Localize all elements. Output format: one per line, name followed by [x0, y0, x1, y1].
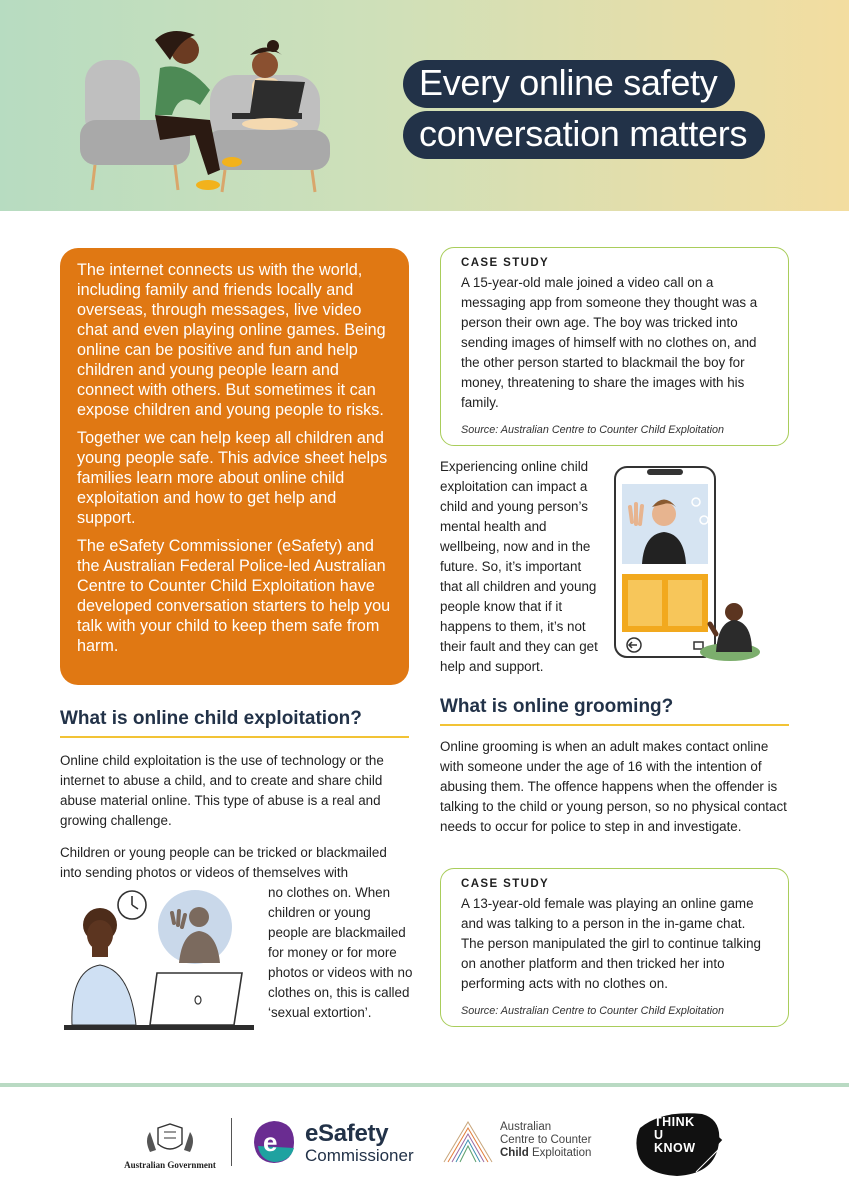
esafety-name: eSafety	[305, 1120, 389, 1147]
case-study-text: A 13-year-old female was playing an online game and was talking to a person in the in-game chat. The person manipulated the girl to continue talking on another platform and then tricked her into performing acts with no clothes on.	[461, 896, 761, 991]
accce-line-3: Exploitation	[528, 1147, 592, 1159]
esafety-subtitle: Commissioner	[305, 1146, 414, 1165]
accce-arc-icon	[442, 1118, 494, 1166]
footer-divider	[0, 1083, 849, 1087]
esafety-logo	[250, 1118, 420, 1168]
intro-box	[60, 248, 409, 685]
tuk-word-1: THINK	[654, 1115, 695, 1129]
case-study-box	[440, 247, 789, 446]
australian-government-logo	[120, 1120, 220, 1175]
grooming-paragraph: Online grooming is when an adult makes contact online with someone under the age of 16 with the intention of abusing them. The offence happens when the offender is talking to the child or young person, so no physical contact needs to occur for police to step in and investigate.	[440, 739, 787, 834]
esafety-e-icon	[250, 1118, 298, 1166]
case-study-source: Source: Australian Centre to Counter Child Exploitation	[461, 1005, 725, 1017]
phone-video-call-illustration	[612, 462, 762, 672]
tuk-word-2: U	[654, 1128, 664, 1142]
accce-label	[500, 1121, 615, 1160]
exploitation-heading: What is online child exploitation?	[60, 708, 409, 738]
svg-text:e: e	[263, 1127, 278, 1157]
exploitation-paragraph-2: Children or young people can be tricked or blackmailed into sending photos or videos of themselves with	[60, 845, 387, 880]
thinkuknow-wordmark	[654, 1116, 696, 1155]
intro-paragraph: The internet connects us with the world, including family and friends locally and overseas, through messages, live video chat and even playing online games. Being online can be positive and fun and help children and young people learn and connect with others. But sometimes it can expose children and young people to risks.	[77, 261, 386, 419]
tuk-word-3: KNOW	[654, 1141, 696, 1155]
exploitation-paragraph: Online child exploitation is the use of technology or the internet to abuse a child, and to create and share child abuse material online. This type of abuse is a real and growing challenge.	[60, 753, 384, 828]
government-label: Australian Government	[124, 1160, 216, 1170]
thinkuknow-logo	[632, 1108, 727, 1180]
case-study-label: CASE STUDY	[461, 257, 550, 269]
intro-paragraph: The eSafety Commissioner (eSafety) and the Australian Federal Police-led Australian Centre to Counter Child Exploitation have developed conversation starters to help you talk with your child to keep them safe from harm.	[77, 537, 391, 655]
accce-line-1: Australian	[500, 1121, 552, 1133]
logo-separator	[231, 1118, 232, 1166]
title-line-1: Every online safety	[403, 60, 735, 108]
header-banner	[0, 0, 849, 211]
exploitation-paragraph-2-continued: no clothes on. When children or young people are blackmailed for money or for more photos or videos with no clothes on, this is called ‘sexual extortion’.	[268, 885, 413, 1020]
case-study-source: Source: Australian Centre to Counter Child Exploitation	[461, 424, 725, 436]
accce-logo	[442, 1118, 617, 1168]
case-study-box-2	[440, 868, 789, 1027]
accce-bold-word: Child	[500, 1147, 529, 1159]
experience-paragraph: Experiencing online child exploitation can impact a child and young person’s mental health and wellbeing, now and in the future. So, it’s important that all children and young people know that if it happens to them, it’s not their fault and they can get help and support.	[440, 459, 598, 674]
title-line-2: conversation matters	[403, 111, 765, 159]
accce-line-2: Centre to Counter	[500, 1134, 592, 1146]
boy-with-laptop-illustration	[62, 885, 257, 1040]
intro-paragraph: Together we can help keep all children and young people safe. This advice sheet helps families learn more about online child exploitation and how to get help and support.	[77, 429, 388, 527]
family-on-couch-illustration	[60, 20, 360, 205]
case-study-text: A 15-year-old male joined a video call on a messaging app from someone they thought was a person their own age. The boy was tricked into sending images of himself with no clothes on, and the other person started to blackmail the boy for money, threatening to share the images with his family.	[461, 275, 758, 410]
coat-of-arms-icon	[120, 1120, 220, 1158]
grooming-heading: What is online grooming?	[440, 696, 789, 726]
case-study-label: CASE STUDY	[461, 878, 550, 890]
